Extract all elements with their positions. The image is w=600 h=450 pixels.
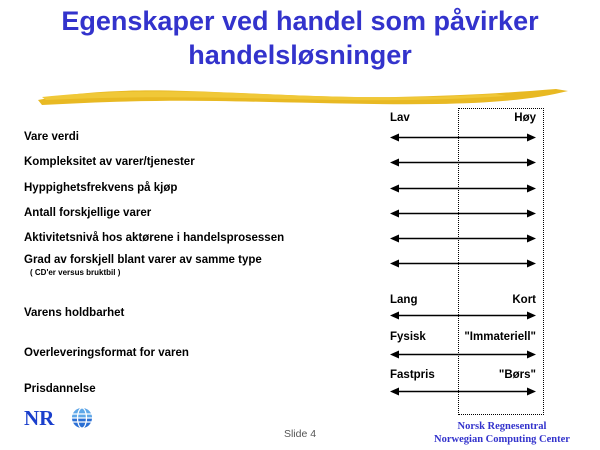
- scale-label-right-2: "Immateriell": [464, 331, 536, 343]
- scale-label-left-2: Fysisk: [390, 331, 426, 343]
- row-label-8: Prisdannelse: [24, 383, 96, 395]
- scale-label-left-0: Lav: [390, 112, 410, 124]
- scale-label-right-3: "Børs": [498, 369, 536, 381]
- scale-label-right-1: Kort: [512, 294, 536, 306]
- organization-footer: [412, 420, 592, 446]
- nr-logo: [24, 404, 96, 432]
- row-label-0: Vare verdi: [24, 131, 79, 143]
- row-sublabel-5: ( CD'er versus bruktbil ): [30, 268, 121, 277]
- slide-number: Slide 4: [283, 428, 317, 440]
- row-label-5: Grad av forskjell blant varer av samme type: [24, 254, 262, 266]
- row-label-4: Aktivitetsnivå hos aktørene i handelsprosessen: [24, 232, 285, 244]
- double-arrow-8: [390, 387, 536, 396]
- brush-underline-decoration: [36, 86, 570, 106]
- row-label-2: Hyppighetsfrekvens på kjøp: [24, 182, 178, 194]
- scale-label-right-0: Høy: [514, 112, 536, 124]
- row-label-1: Kompleksitet av varer/tjenester: [24, 156, 195, 168]
- double-arrow-4: [390, 234, 536, 243]
- organization-line-1: Norsk Regnesentral: [457, 421, 547, 432]
- double-arrow-3: [390, 209, 536, 218]
- page-title: Egenskaper ved handel som påvirker handelsløsninger: [61, 6, 539, 70]
- double-arrow-7: [390, 350, 536, 359]
- double-arrow-5: [390, 259, 536, 268]
- double-arrow-6: [390, 311, 536, 320]
- row-label-7: Overleveringsformat for varen: [24, 347, 189, 359]
- double-arrow-2: [390, 184, 536, 193]
- double-arrow-0: [390, 133, 536, 142]
- scale-label-left-3: Fastpris: [390, 369, 435, 381]
- row-label-3: Antall forskjellige varer: [24, 207, 152, 219]
- double-arrow-1: [390, 158, 536, 167]
- svg-text:NR: NR: [24, 406, 55, 430]
- organization-line-2: Norwegian Computing Center: [434, 434, 570, 445]
- row-label-6: Varens holdbarhet: [24, 307, 125, 319]
- scale-label-left-1: Lang: [390, 294, 418, 306]
